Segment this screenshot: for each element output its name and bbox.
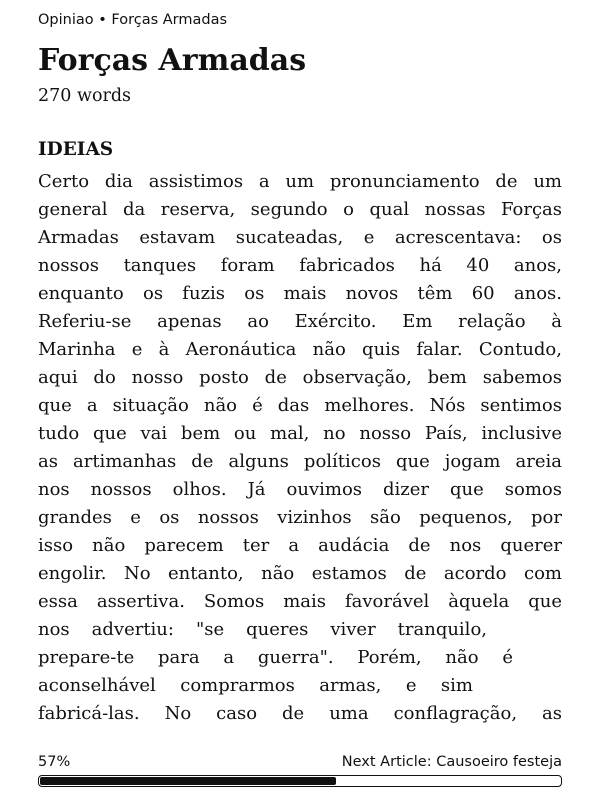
body-line: prepare-te para a guerra". Porém, não é <box>38 647 513 668</box>
body-line: que a situação não é das melhores. Nós sentimos <box>38 395 562 416</box>
footer-status-row <box>38 754 562 770</box>
body-line: Marinha e à Aeronáutica não quis falar. Contudo, <box>38 339 562 360</box>
body-line: engolir. No entanto, não estamos de acordo com <box>38 563 562 584</box>
body-line: as artimanhas de alguns políticos que jogam areia <box>38 451 562 472</box>
body-line: tudo que vai bem ou mal, no nosso País, inclusive <box>38 423 562 444</box>
body-line: Armadas estavam sucateadas, e acrescentava: os <box>38 227 562 248</box>
body-line: grandes e os nossos vizinhos são pequenos, por <box>38 507 562 528</box>
section-heading: IDEIAS <box>38 139 114 160</box>
body-line: nos advertiu: "se queres viver tranquilo, <box>38 619 487 640</box>
body-line: Certo dia assistimos a um pronunciamento de um <box>38 171 562 192</box>
footer <box>38 754 562 787</box>
progress-percent: 57% <box>38 754 71 770</box>
body-line: aconselhável comprarmos armas, e sim <box>38 675 473 696</box>
body-line: fabricá-las. No caso de uma conflagração, as <box>38 703 562 724</box>
body-line: isso não parecem ter a audácia de nos querer <box>38 535 562 556</box>
body-line: nos nossos olhos. Já ouvimos dizer que somos <box>38 479 562 500</box>
body-line: essa assertiva. Somos mais favorável àquela que <box>38 591 562 612</box>
next-article-link[interactable]: Next Article: Causoeiro festeja <box>341 754 562 770</box>
article-title: Forças Armadas <box>38 43 307 78</box>
breadcrumb[interactable]: Opiniao • Forças Armadas <box>38 12 228 28</box>
progress-fill <box>40 777 336 785</box>
article-body <box>38 168 562 728</box>
body-line: enquanto os fuzis os mais novos têm 60 anos. <box>38 283 562 304</box>
body-line: nossos tanques foram fabricados há 40 anos, <box>38 255 562 276</box>
body-line: Referiu-se apenas ao Exército. Em relação à <box>38 311 562 332</box>
body-line: general da reserva, segundo o qual nossas Forças <box>38 199 562 220</box>
progress-bar[interactable] <box>38 775 562 787</box>
body-line: aqui do nosso posto de observação, bem sabemos <box>38 367 562 388</box>
word-count: 270 words <box>38 86 132 106</box>
